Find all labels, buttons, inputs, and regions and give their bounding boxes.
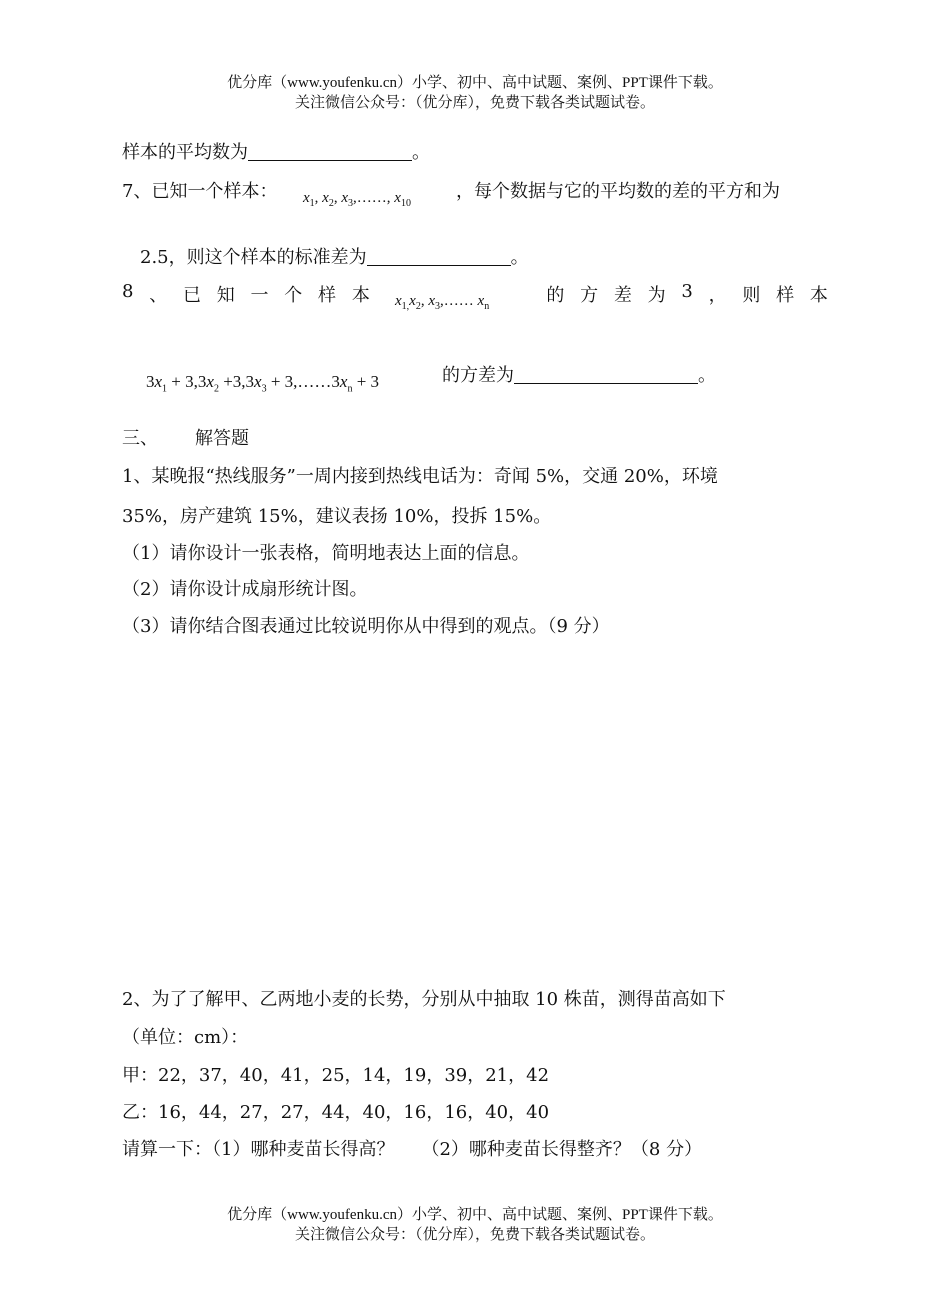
q8-answer-blank [514, 365, 698, 384]
p2-yi: 乙：16，44，27，27，44，40，16，16，40，40 [122, 1102, 550, 1123]
q7-line2 [140, 243, 529, 269]
q8-c2: 已 [182, 285, 201, 306]
q8-c4: 一 [250, 285, 269, 306]
p1-line2: 35%，房产建筑 15%，建议表扬 10%，投拆 15%。 [122, 506, 552, 527]
p1-sub1: （1）请你设计一张表格，简明地表达上面的信息。 [122, 543, 530, 564]
q7-formula: $x_1$, $x_2$, $x_3,\dots\dots$, $x_{10}$ [303, 190, 411, 209]
q8-d5: ， [708, 285, 727, 306]
q8-d4: 3 [681, 281, 693, 302]
q7-end: 。 [510, 247, 529, 268]
q8-d6: 则 [742, 285, 761, 306]
section3-num: 三、 [122, 428, 158, 449]
p1-line1: 1、某晚报“热线服务”一周内接到热线电话为：奇闻 5%，交通 20%，环境 [122, 466, 718, 487]
p2-jia: 甲：22，37，40，41，25，14，19，39，21，42 [122, 1065, 550, 1086]
p2-line2: （单位：cm）： [122, 1027, 249, 1048]
q6-text: 样本的平均数为 [122, 142, 248, 163]
q8-d1: 方 [580, 285, 599, 306]
q8-c1: 、 [149, 285, 168, 306]
footer-line-2: 关注微信公众号：（优分库），免费下载各类试题试卷。 [294, 1227, 655, 1243]
section3-title: 解答题 [195, 428, 249, 449]
footer-line-1: 优分库（www.youfenku.cn）小学、初中、高中试题、案例、PPT课件下载。 [227, 1207, 723, 1223]
p1-sub2: （2）请你设计成扇形统计图。 [122, 579, 368, 600]
q8-line2-suffix: 的方差为 [442, 365, 514, 386]
q8-d2: 差 [613, 285, 632, 306]
header-line-2: 关注微信公众号：（优分库），免费下载各类试题试卷。 [294, 95, 655, 111]
q8-d3: 为 [647, 285, 666, 306]
q7-answer-blank [367, 247, 511, 266]
p2-ask: 请算一下：（1）哪种麦苗长得高？ （2）哪种麦苗长得整齐？（8 分） [122, 1139, 703, 1160]
q8-d8: 本 [809, 285, 828, 306]
p1-sub3: （3）请你结合图表通过比较说明你从中得到的观点。（9 分） [122, 616, 610, 637]
q8-c0: 8 [122, 281, 134, 302]
p2-line1: 2、为了了解甲、乙两地小麦的长势，分别从中抽取 10 株苗，测得苗高如下 [122, 989, 726, 1010]
q6-end: 。 [412, 142, 430, 163]
q8-formula: $x_{1,}x_2$, $x_3,\dots\dots$ $x_n$ [395, 293, 490, 312]
q7-prefix: 7、已知一个样本： [122, 181, 278, 202]
q8-formula2: $3x_1 + 3,3x_2 +3,3x_3$ + $3,\dots\dots 3x_n + 3$ [146, 372, 380, 395]
q7-line2-text: 2.5，则这个样本的标准差为 [140, 247, 367, 268]
q8-c3: 知 [216, 285, 235, 306]
q8-c7: 本 [351, 285, 370, 306]
q6-answer-blank [248, 142, 412, 161]
q8-c6: 样 [318, 285, 337, 306]
q8-d0: 的 [546, 285, 565, 306]
header-line-1: 优分库（www.youfenku.cn）小学、初中、高中试题、案例、PPT课件下载。 [227, 75, 723, 91]
q8-line2 [442, 361, 716, 387]
q6-tail [122, 138, 430, 164]
q8-d7: 样 [776, 285, 795, 306]
q8-c5: 个 [284, 285, 303, 306]
q7-suffix: ，每个数据与它的平均数的差的平方和为 [456, 181, 780, 202]
q8-end: 。 [698, 365, 716, 386]
